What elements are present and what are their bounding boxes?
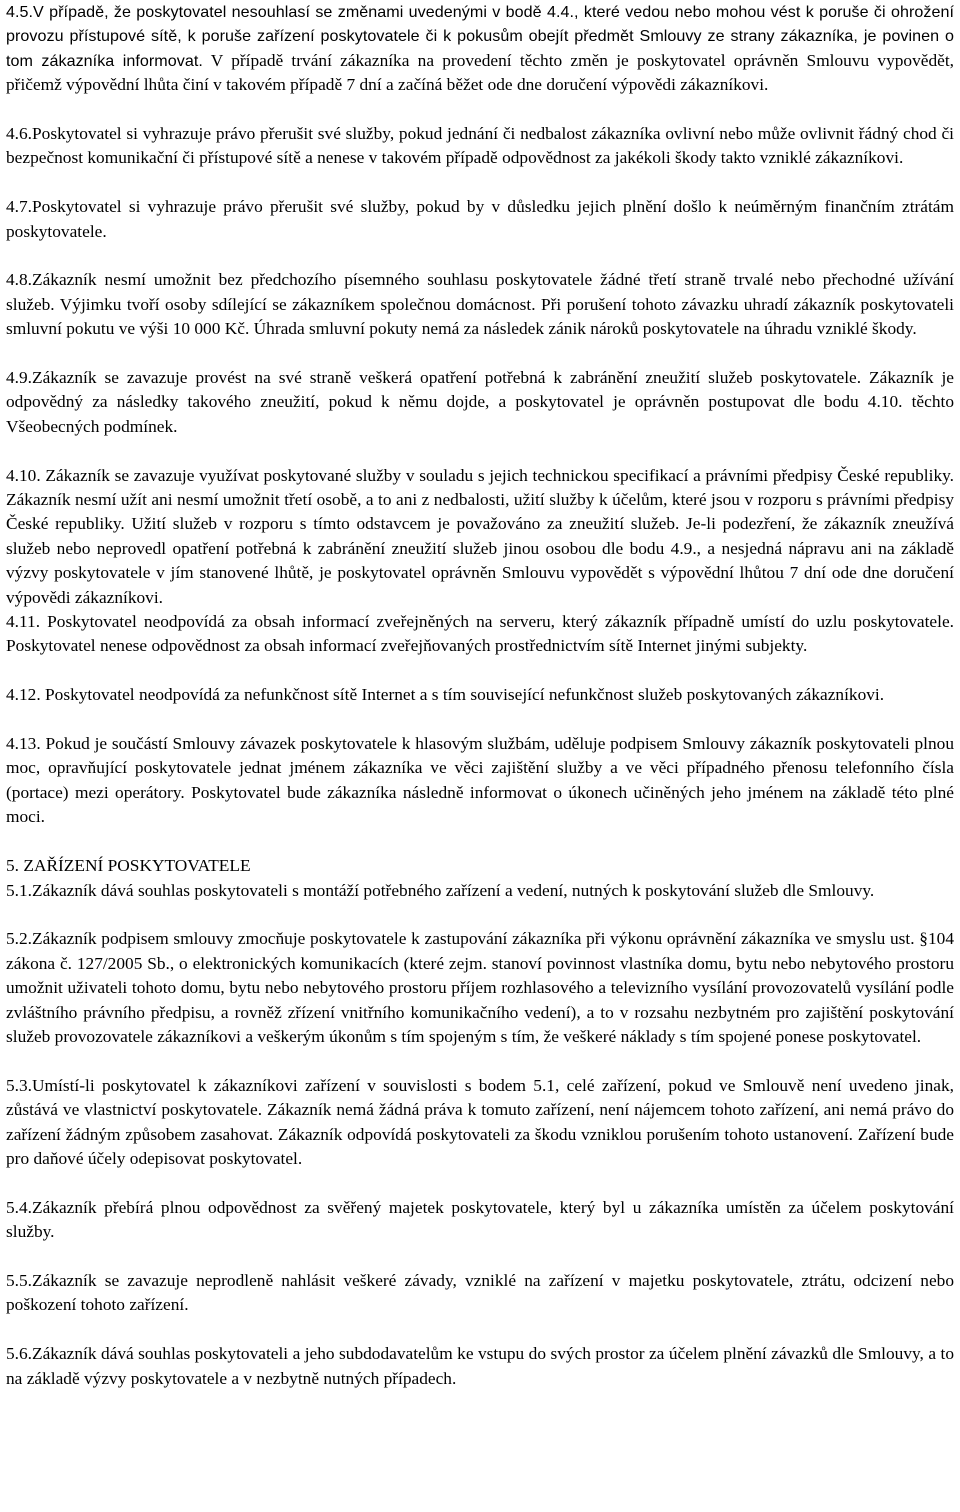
clause-4-5-part-b: V případě trvání zákazníka na provedení těchto změn je poskytovatel oprávněn Smlouvu vypovědět, přičemž výpovědní lhůta činí v takovém případě 7 dní a začíná běžet ode dne doručení výpovědi zákazníkovi. [6, 50, 954, 95]
clause-5-1: 5.1.Zákazník dává souhlas poskytovateli s montáží potřebného zařízení a vedení, nutných k poskytování služeb dle Smlouvy. [6, 880, 875, 900]
clause-5-2: 5.2.Zákazník podpisem smlouvy zmocňuje poskytovatele k zastupování zákazníka při výkonu oprávnění zákazníka ve smyslu ust. §104 zákona č. 127/2005 Sb., o elektronických komunikacích (které zejm. stanoví povinnost vlastníka domu, bytu nebo nebytového prostoru umožnit uživateli tohoto domu, bytu nebo nebytového prostoru příjem rozhlasového a televizního vysílání provozovatelů vysílání podle zvláštního právního předpisu, a rovněž zřízení vnitřního komunikačního vedení), a to v rozsahu nezbytném pro zajištění poskytování služeb provozovatele zákazníkovi a veškerým úkonům s tím spojeným s tím, že veškeré náklady s tím spojené ponese poskytovatel. [6, 929, 954, 1046]
clause-5-3: 5.3.Umístí-li poskytovatel k zákazníkovi zařízení v souvislosti s bodem 5.1, celé zařízení, pokud ve Smlouvě není uvedeno jinak, zůstává ve vlastnictví poskytovatele. Zákazník nemá žádná práva k tomuto zařízení, není nájemcem tohoto zařízení, ani nemá právo do zařízení žádným způsobem zasahovat. Zákazník odpovídá poskytovateli za škodu vzniklou porušením tohoto ustanovení. Zařízení bude pro daňové účely odepisovat poskytovatel. [6, 1075, 954, 1168]
clause-4-9: 4.9.Zákazník se zavazuje provést na své straně veškerá opatření potřebná k zabránění zneužití služeb poskytovatele. Zákazník je odpovědný za následky takového zneužití, pokud k němu dojde, a poskytovatel je oprávněn postupovat dle bodu 4.10. těchto Všeobecných podmínek. [6, 368, 954, 436]
clause-4-11: 4.11. Poskytovatel neodpovídá za obsah informací zveřejněných na serveru, který zákazník případně umístí do uzlu poskytovatele. Poskytovatel nenese odpovědnost za obsah informací zveřejňovaných prostřednictvím sítě Internet jinými subjekty. [6, 612, 954, 656]
clause-4-7: 4.7.Poskytovatel si vyhrazuje právo přerušit své služby, pokud by v důsledku jejich plnění došlo k neúměrným finančním ztrátám poskytovatele. [6, 197, 954, 241]
clause-5-4: 5.4.Zákazník přebírá plnou odpovědnost za svěřený majetek poskytovatele, který byl u zákazníka umístěn za účelem poskytování služby. [6, 1197, 954, 1242]
clause-4-10: 4.10. Zákazník se zavazuje využívat poskytované služby v souladu s jejich technickou specifikací a právními předpisy České republiky. Zákazník nesmí užít ani nesmí umožnit třetí osobě, a to ani z nedbalosti, užití služby k účelům, které jsou v rozporu s právními předpisy České republiky. Užití služeb v rozporu s tímto odstavcem je považováno za zneužití služeb. Je-li podezření, že zákazník zneužívá služeb nebo neprovedl opatření potřebná k zabránění zneužití služeb jinou osobou dle bodu 4.9., a nesjedná nápravu ani na základě výzvy poskytovatele v jím stanovené lhůtě, je poskytovatel oprávněn Smlouvu vypovědět s výpovědní lhůtou 7 dní ode dne doručení výpovědi zákazníkovi. [6, 465, 954, 607]
clause-4-5 [6, 0, 954, 98]
clause-4-6: 4.6.Poskytovatel si vyhrazuje právo přerušit své služby, pokud jednání či nedbalost zákazníka ovlivní nebo může ovlivnit řádný chod či bezpečnost komunikační či přístupové sítě a nenese v takovém případě odpovědnost za jakékoli škody takto vzniklé zákazníkovi. [6, 124, 954, 168]
clause-4-8: 4.8.Zákazník nesmí umožnit bez předchozího písemného souhlasu poskytovatele žádné třetí straně trvalé nebo přechodné užívání služeb. Výjimku tvoří osoby sdílející se zákazníkem společnou domácnost. Při porušení tohoto závazku uhradí zákazník poskytovateli smluvní pokutu ve výši 10 000 Kč. Úhrada smluvní pokuty nemá za následek zánik nároků poskytovatele na úhradu vzniklé škody. [6, 270, 954, 339]
clause-4-5-part-a: 4.5.V případě, že poskytovatel nesouhlasí se změnami uvedenými v bodě 4.4., které vedou nebo mohou vést k poruše či ohrožení provozu přístupové sítě, k poruše zařízení poskytovatele či k pokusům obejít předmět Smlouvy ze strany zákazníka, je povinen o tom zákazníka informovat. [6, 3, 954, 70]
document-page [6, 0, 954, 1391]
section-heading-5: 5. ZAŘÍZENÍ POSKYTOVATELE [6, 856, 251, 876]
clause-5-6: 5.6.Zákazník dává souhlas poskytovateli a jeho subdodavatelům ke vstupu do svých prostor za účelem plnění závazků dle Smlouvy, a to na základě výzvy poskytovatele a v nezbytně nutných případech. [6, 1344, 954, 1388]
clause-4-13: 4.13. Pokud je součástí Smlouvy závazek poskytovatele k hlasovým službám, uděluje podpisem Smlouvy zákazník poskytovateli plnou moc, opravňující poskytovatele jednat jménem zákazníka ve věci zajištění služby a ve věci případného přenosu telefonního čísla (portace) mezi operátory. Poskytovatel bude zákazníka následně informovat o úkonech učiněných jeho jménem na základě této plné moci. [6, 734, 954, 827]
clause-4-12: 4.12. Poskytovatel neodpovídá za nefunkčnost sítě Internet a s tím související nefunkčnost služeb poskytovaných zákazníkovi. [6, 685, 885, 705]
clause-5-5: 5.5.Zákazník se zavazuje neprodleně nahlásit veškeré závady, vzniklé na zařízení v majetku poskytovatele, ztrátu, odcizení nebo poškození tohoto zařízení. [6, 1270, 954, 1315]
